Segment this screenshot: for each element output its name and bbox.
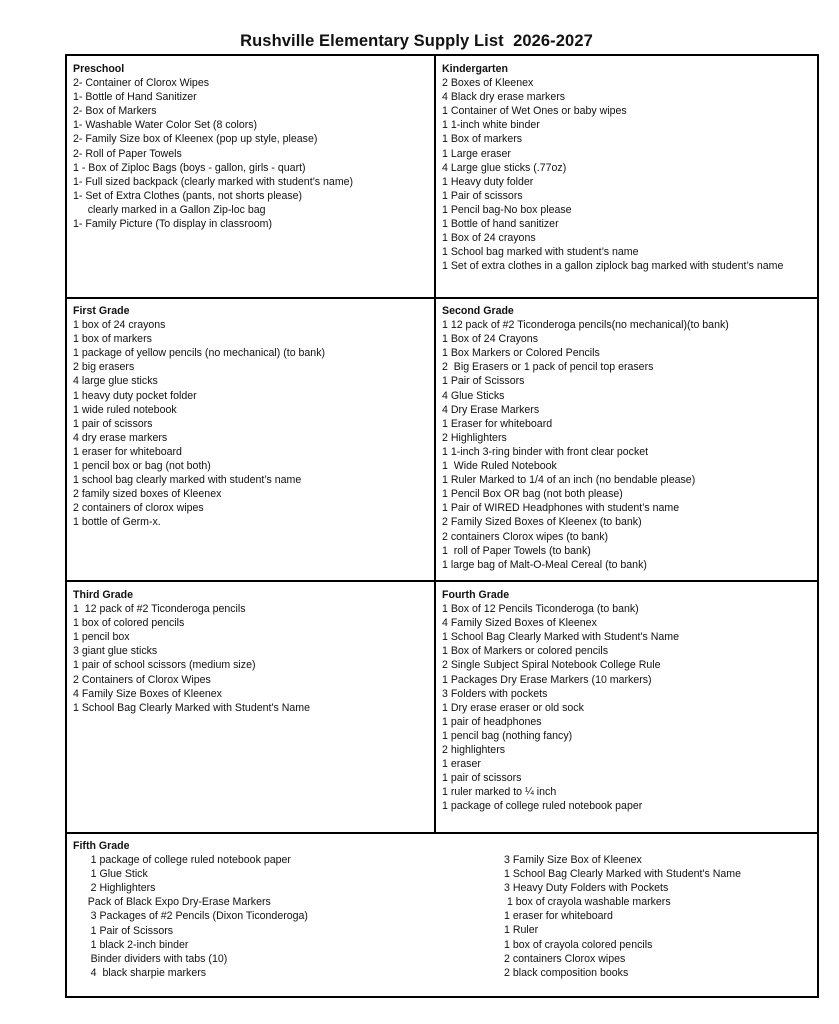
list-item: 2 containers Clorox wipes (to bank) — [442, 530, 609, 543]
list-item: 1 Container of Wet Ones or baby wipes — [442, 105, 627, 118]
list-item: 1 Glue Stick — [73, 868, 148, 881]
list-item: 2 Highlighters — [442, 431, 507, 444]
list-item: 1 box of 24 crayons — [73, 319, 166, 332]
list-item: 4 Dry Erase Markers — [442, 403, 540, 416]
list-item: 2 Family Sized Boxes of Kleenex (to bank) — [442, 516, 642, 529]
list-item: 3 giant glue sticks — [73, 645, 158, 658]
list-item: 1 Box of 12 Pencils Ticonderoga (to bank) — [442, 603, 639, 616]
fifth-grade-right-column — [504, 853, 814, 980]
section-title: Kindergarten — [442, 63, 508, 75]
list-item: 1 Bottle of hand sanitizer — [442, 218, 559, 231]
list-item: 4 Family Sized Boxes of Kleenex — [442, 617, 597, 630]
list-item: 1 package of college ruled notebook paper — [73, 854, 291, 867]
list-item: 1 box of crayola washable markers — [504, 896, 671, 909]
list-item: 1- Washable Water Color Set (8 colors) — [73, 119, 258, 132]
section-title: Fifth Grade — [73, 840, 130, 852]
list-item: 1 School Bag Clearly Marked with Student's Name — [442, 631, 679, 644]
list-item: 1 1-inch white binder — [442, 119, 540, 132]
list-item: 2- Box of Markers — [73, 105, 157, 118]
list-item: 1 School bag marked with student’s name — [442, 246, 639, 259]
list-item: 4 Glue Sticks — [442, 389, 505, 402]
list-item: 1 box of crayola colored pencils — [504, 938, 653, 951]
list-item: 1 Ruler — [504, 924, 539, 937]
list-item: 2- Container of Clorox Wipes — [73, 77, 210, 90]
list-item: 1- Bottle of Hand Sanitizer — [73, 91, 197, 104]
list-item: 1 bottle of Germ-x. — [73, 516, 161, 529]
fourth-grade-section — [442, 588, 814, 814]
list-item: 1 pencil bag (nothing fancy) — [442, 729, 573, 742]
list-item: 1 Pair of Scissors — [442, 375, 525, 388]
list-item: 4 Family Size Boxes of Kleenex — [73, 687, 222, 700]
page-title: Rushville Elementary Supply List 2026-2027 — [240, 32, 593, 50]
list-item: 1 School Bag Clearly Marked with Student's Name — [73, 701, 310, 714]
list-item: 1 Pair of Scissors — [73, 924, 174, 937]
list-item: 1 Ruler Marked to 1/4 of an inch (no bendable please) — [442, 474, 696, 487]
list-item: 1- Full sized backpack (clearly marked with student’s name) — [73, 175, 354, 188]
list-item: 2 Big Erasers or 1 pack of pencil top erasers — [442, 361, 654, 374]
list-item: 3 Heavy Duty Folders with Pockets — [504, 882, 669, 895]
list-item: 3 Family Size Box of Kleenex — [504, 854, 642, 866]
list-item: 1 pencil box or bag (not both) — [73, 460, 211, 473]
kindergarten-section — [442, 62, 814, 273]
list-item: 1 box of colored pencils — [73, 617, 185, 630]
list-item: 1 heavy duty pocket folder — [73, 389, 197, 402]
list-item: 1 pair of scissors — [73, 417, 153, 430]
list-item: 2 Containers of Clorox Wipes — [73, 673, 211, 686]
list-item: 1 School Bag Clearly Marked with Student's Name — [504, 868, 741, 881]
list-item: 1 large bag of Malt-O-Meal Cereal (to bank) — [442, 558, 647, 571]
list-item: 3 Packages of #2 Pencils (Dixon Ticonderoga) — [73, 910, 308, 923]
list-item: Pack of Black Expo Dry-Erase Markers — [73, 896, 271, 909]
list-item: 1 12 pack of #2 Ticonderoga pencils(no mechanical)(to bank) — [442, 319, 729, 332]
list-item: 1 Pencil bag-No box please — [442, 203, 572, 216]
list-item: 1 Eraser for whiteboard — [442, 417, 553, 430]
list-item: 1 pair of scissors — [442, 772, 522, 785]
fifth-grade-section — [73, 839, 493, 980]
list-item: 1 12 pack of #2 Ticonderoga pencils — [73, 603, 246, 616]
row-divider-3 — [67, 832, 817, 834]
list-item: 2 Boxes of Kleenex — [442, 77, 534, 90]
list-item: 1 Pair of scissors — [442, 189, 523, 202]
list-item: 1 Box Markers or Colored Pencils — [442, 347, 600, 360]
list-item: 1 wide ruled notebook — [73, 403, 177, 416]
list-item: 4 black sharpie markers — [73, 966, 207, 979]
list-item: 1 Box of 24 crayons — [442, 232, 536, 245]
section-title: Second Grade — [442, 305, 514, 317]
list-item: 1 Box of markers — [442, 133, 523, 146]
section-title: Fourth Grade — [442, 589, 510, 601]
list-item: 1 ruler marked to ¼ inch — [442, 786, 557, 799]
list-item: 2 Highlighters — [73, 882, 156, 895]
list-item: 1 black 2-inch binder — [73, 938, 189, 951]
list-item: 1 Pencil Box OR bag (not both please) — [442, 488, 623, 501]
section-title: Third Grade — [73, 589, 134, 601]
list-item: 1 Heavy duty folder — [442, 175, 534, 188]
row-divider-1 — [67, 297, 817, 299]
list-item: 1 eraser for whiteboard — [73, 445, 182, 458]
list-item: 4 large glue sticks — [73, 375, 158, 388]
list-item: 1 Pair of WIRED Headphones with student’s name — [442, 502, 680, 515]
list-item: 4 Black dry erase markers — [442, 91, 566, 104]
list-item: 4 dry erase markers — [73, 431, 168, 444]
list-item: 1- Family Picture (To display in classroom) — [73, 218, 272, 231]
list-item: 1- Set of Extra Clothes (pants, not shorts please) — [73, 189, 303, 202]
list-item: 2 containers Clorox wipes — [504, 952, 626, 965]
second-grade-section — [442, 304, 814, 572]
list-item: 1 package of college ruled notebook paper — [442, 800, 643, 813]
list-item: 2 big erasers — [73, 361, 135, 374]
list-item: 1 1-inch 3-ring binder with front clear pocket — [442, 445, 649, 458]
row-divider-2 — [67, 580, 817, 582]
list-item: 1 eraser — [442, 758, 481, 771]
list-item: 1 - Box of Ziploc Bags (boys - gallon, girls - quart) — [73, 161, 306, 174]
section-title: First Grade — [73, 305, 130, 317]
list-item: 3 Folders with pockets — [442, 687, 548, 700]
section-title: Preschool — [73, 63, 125, 75]
list-item: Binder dividers with tabs (10) — [73, 952, 228, 965]
list-item: 2 family sized boxes of Kleenex — [73, 488, 222, 501]
list-item: 1 eraser for whiteboard — [504, 910, 613, 923]
list-item: 2 Single Subject Spiral Notebook College Rule — [442, 659, 661, 672]
preschool-section — [73, 62, 428, 231]
list-item: 1 pair of headphones — [442, 715, 542, 728]
list-item: 1 pencil box — [73, 631, 130, 644]
list-item: 1 Wide Ruled Notebook — [442, 460, 557, 473]
list-item: 1 roll of Paper Towels (to bank) — [442, 544, 591, 557]
list-item: 1 school bag clearly marked with student’s name — [73, 474, 302, 487]
list-item: 1 Set of extra clothes in a gallon ziplock bag marked with student’s name — [442, 260, 784, 273]
list-item: 4 Large glue sticks (.77oz) — [442, 161, 567, 174]
list-item: 1 Large eraser — [442, 147, 511, 160]
list-item: 1 box of markers — [73, 333, 152, 346]
list-item: 2- Family Size box of Kleenex (pop up style, please) — [73, 133, 318, 146]
list-item: 1 pair of school scissors (medium size) — [73, 659, 256, 672]
first-grade-section — [73, 304, 428, 530]
column-divider — [434, 56, 436, 832]
list-item: 1 Dry erase eraser or old sock — [442, 701, 584, 714]
list-item: 2 black composition books — [504, 966, 629, 979]
list-item: 2 highlighters — [442, 744, 506, 757]
third-grade-section — [73, 588, 428, 715]
list-item: 2- Roll of Paper Towels — [73, 147, 182, 160]
list-item: clearly marked in a Gallon Zip-loc bag — [73, 203, 266, 216]
list-item: 1 Packages Dry Erase Markers (10 markers) — [442, 673, 652, 686]
list-item: 1 Box of Markers or colored pencils — [442, 645, 609, 658]
list-item: 2 containers of clorox wipes — [73, 502, 204, 515]
list-item: 1 Box of 24 Crayons — [442, 333, 538, 346]
list-item: 1 package of yellow pencils (no mechanical) (to bank) — [73, 347, 326, 360]
